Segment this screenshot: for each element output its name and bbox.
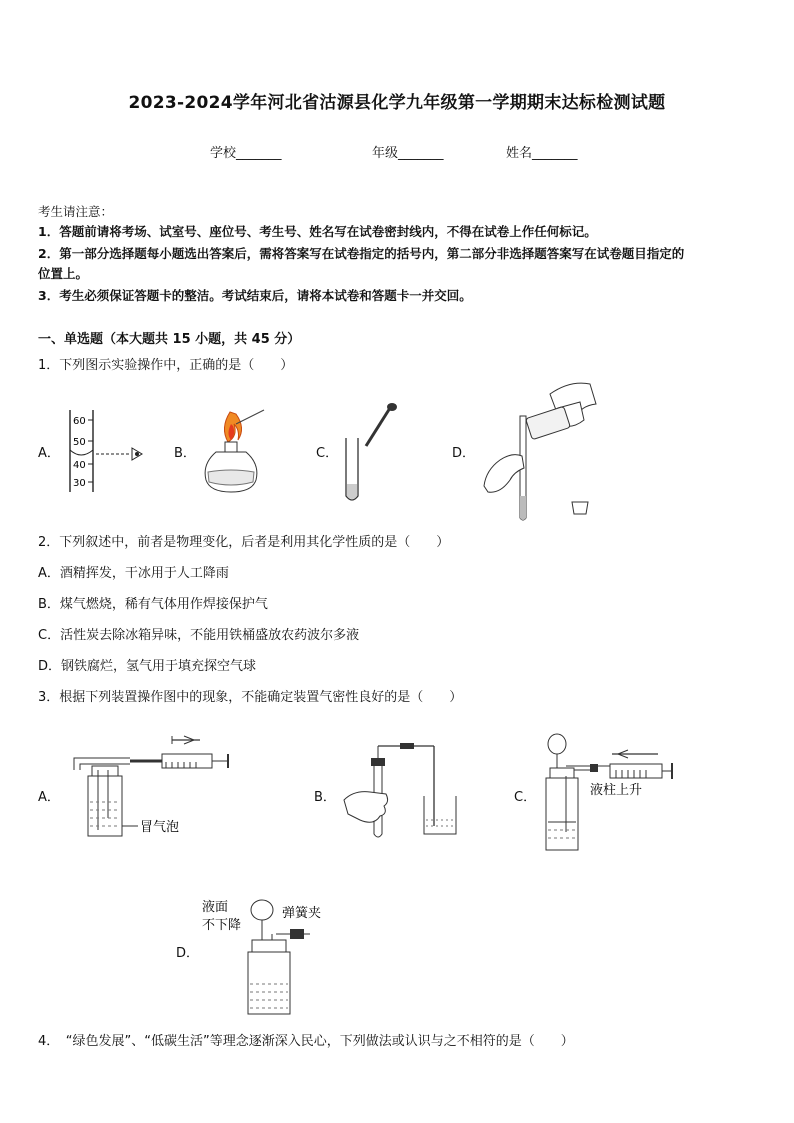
question-4-stem: 4． “绿色发展”、“低碳生活”等理念逐渐深入民心，下列做法或认识与之不相符的是（ ） xyxy=(38,1034,574,1049)
tick-60: 60 xyxy=(73,416,86,427)
hand-tube-beaker-figure xyxy=(340,740,480,840)
dropper-test-tube-figure xyxy=(338,400,398,506)
notice-item-1: 1．答题前请将考场、试室号、座位号、考生号、姓名写在试卷密封线内，不得在试卷上作任何标记。 xyxy=(38,224,597,239)
alcohol-lamp-figure xyxy=(198,406,268,498)
q2-option-c: C．活性炭去除冰箱异味，不能用铁桶盛放农药波尔多液 xyxy=(38,628,360,643)
q1-label-b: B． xyxy=(174,446,196,461)
question-1-stem: 1．下列图示实验操作中，正确的是（ ） xyxy=(38,358,294,373)
q1-label-c: C． xyxy=(316,446,339,461)
section-heading: 一、单选题（本大题共 15 小题，共 45 分） xyxy=(38,332,301,347)
grade-field: 年级_______ xyxy=(372,146,444,161)
q2-option-d: D．钢铁腐烂，氢气用于填充探空气球 xyxy=(38,659,257,674)
notice-heading: 考生请注意： xyxy=(38,204,114,219)
tick-50: 50 xyxy=(73,437,86,448)
q2-option-b: B．煤气燃烧，稀有气体用作焊接保护气 xyxy=(38,597,268,612)
syringe-bottle-figure xyxy=(72,734,242,844)
question-3-stem: 3．根据下列装置操作图中的现象，不能确定装置气密性良好的是（ ） xyxy=(38,690,463,705)
rise-label: 液柱上升 xyxy=(590,783,643,798)
q3-label-b: B． xyxy=(314,790,336,805)
notice-item-2: 2．第一部分选择题每小题选出答案后，需将答案写在试卷指定的括号内，第二部分非选择题答案写在试卷题目指定的 xyxy=(38,246,685,261)
q2-option-a: A．酒精挥发，干冰用于人工降雨 xyxy=(38,566,229,581)
tick-30: 30 xyxy=(73,478,86,489)
separatory-funnel-bottle-figure xyxy=(200,896,340,1020)
q3-label-d: D． xyxy=(176,946,200,961)
question-2-stem: 2．下列叙述中，前者是物理变化，后者是利用其化学性质的是（ ） xyxy=(38,535,450,550)
page-title: 2023-2024学年河北省沽源县化学九年级第一学期期末达标检测试题 xyxy=(128,93,666,113)
pouring-liquid-figure xyxy=(480,376,630,524)
notice-item-2-cont: 位置上。 xyxy=(38,266,89,281)
q1-label-a: A． xyxy=(38,446,60,461)
name-field: 姓名_______ xyxy=(506,146,578,161)
notice-item-3: 3．考生必须保证答题卡的整洁。考试结束后，请将本试卷和答题卡一并交回。 xyxy=(38,288,472,303)
funnel-syringe-bottle-figure xyxy=(540,730,690,856)
level-label-1: 液面 xyxy=(202,900,229,915)
tick-40: 40 xyxy=(73,460,86,471)
level-label-2: 不下降 xyxy=(202,918,242,933)
q1-label-d: D． xyxy=(452,446,476,461)
bubble-label: 冒气泡 xyxy=(140,820,180,835)
q3-label-a: A． xyxy=(38,790,60,805)
clip-label: 弹簧夹 xyxy=(282,906,322,921)
school-field: 学校_______ xyxy=(210,146,282,161)
measuring-cylinder-figure xyxy=(60,408,160,494)
q3-label-c: C． xyxy=(514,790,537,805)
